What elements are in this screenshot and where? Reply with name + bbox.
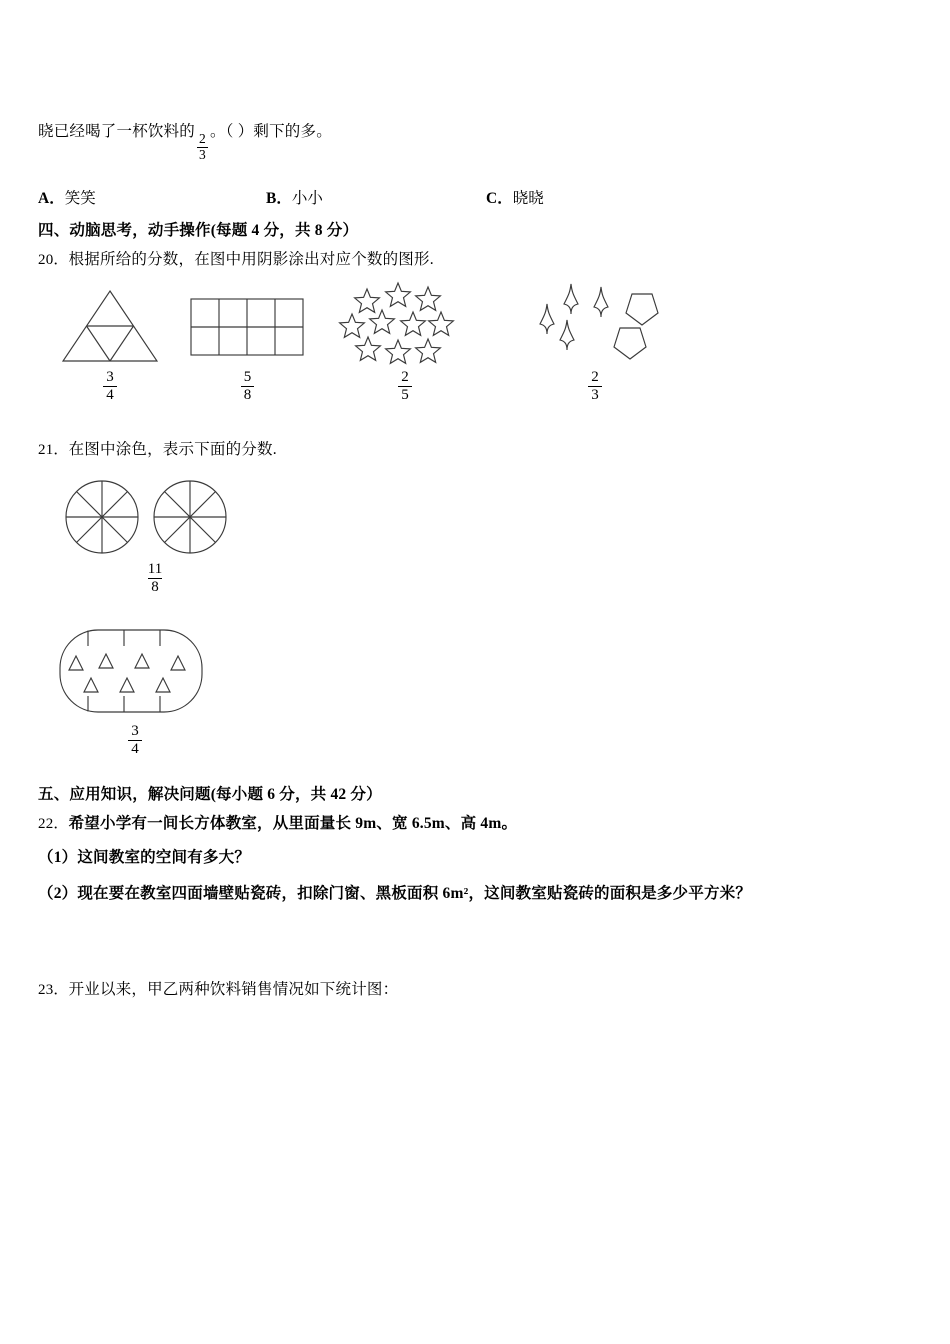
figure-two-circles-eighths (60, 478, 260, 556)
f6-num: 3 (131, 723, 139, 739)
question-22-part-1 (38, 846, 898, 869)
q19-fraction (197, 132, 208, 161)
question-23-text: 开业以来，甲乙两种饮料销售情况如下统计图： (68, 981, 399, 998)
question-22-part-2-text: 现在要在教室四面墙壁贴瓷砖，扣除门窗、黑板面积 6m²，这间教室贴瓷砖的面积是多少平方米？ (77, 885, 752, 902)
section-five-heading: 五、应用知识，解决问题(每小题 6 分，共 42 分） (38, 786, 382, 803)
choice-b[interactable] (266, 186, 323, 208)
f4-den: 3 (588, 386, 602, 404)
f3-num: 2 (401, 369, 409, 385)
f2-num: 5 (243, 369, 252, 385)
question-22-number: 22． (38, 816, 69, 832)
question-22-part-1-label: （1） (38, 849, 78, 866)
choice-b-label: B． (266, 190, 292, 207)
figure-capsule-triangles (58, 628, 208, 714)
question-22-part-1-text: 这间教室的空间有多大？ (77, 849, 251, 866)
question-23 (38, 978, 898, 1002)
choice-c-text: 晓晓 (512, 190, 544, 207)
f4-num: 2 (591, 369, 599, 385)
question-19-choices (38, 186, 898, 210)
choice-a-text: 笑笑 (64, 190, 96, 207)
q19-text-after: 。（ ）剩下的多。 (209, 123, 332, 140)
choice-b-text: 小小 (291, 190, 323, 207)
figure-triangle-grid-fraction (60, 368, 160, 404)
f6-den: 4 (128, 740, 142, 758)
question-20-text: 根据所给的分数，在图中用阴影涂出对应个数的图形. (68, 251, 434, 268)
choice-a-label: A． (38, 190, 65, 207)
question-22-part-2 (38, 882, 918, 905)
question-23-number: 23． (38, 982, 69, 998)
f1-den: 4 (103, 386, 117, 404)
figure-triangle-grid (60, 288, 160, 364)
question-21-text: 在图中涂色，表示下面的分数. (68, 441, 277, 458)
figure-stars-group (340, 282, 470, 368)
choice-c-label: C． (486, 190, 513, 207)
figure-rect-grid (190, 298, 305, 356)
f5-den: 8 (148, 578, 162, 596)
question-22-text: 希望小学有一间长方体教室，从里面量长 9m、宽 6.5m、高 4m。 (68, 815, 518, 832)
figure-stars-group-fraction (340, 368, 470, 404)
q19-fraction-numerator: 2 (199, 131, 206, 147)
f5-num: 11 (147, 561, 163, 577)
question-21-number: 21． (38, 442, 69, 458)
question-19-stem (38, 120, 738, 162)
choice-a[interactable] (38, 186, 96, 208)
figure-stars-pentagons-fraction (520, 368, 670, 404)
question-22 (38, 812, 898, 836)
figure-capsule-fraction (105, 722, 165, 758)
f1-num: 3 (106, 369, 114, 385)
figure-two-circles-fraction (125, 560, 185, 596)
f3-den: 5 (398, 386, 412, 404)
question-20 (38, 248, 838, 272)
section-four-heading: 四、动脑思考，动手操作(每题 4 分，共 8 分） (38, 222, 359, 239)
choice-c[interactable] (486, 186, 544, 208)
question-21 (38, 438, 838, 462)
f2-den: 8 (241, 386, 255, 404)
figure-rect-grid-fraction (190, 368, 305, 404)
question-22-part-2-label: （2） (38, 885, 78, 902)
q19-fraction-denominator: 3 (199, 146, 206, 162)
figure-stars-pentagons-group (520, 282, 670, 368)
q19-text-before: 晓已经喝了一杯饮料的 (38, 123, 196, 140)
question-20-number: 20． (38, 252, 69, 268)
